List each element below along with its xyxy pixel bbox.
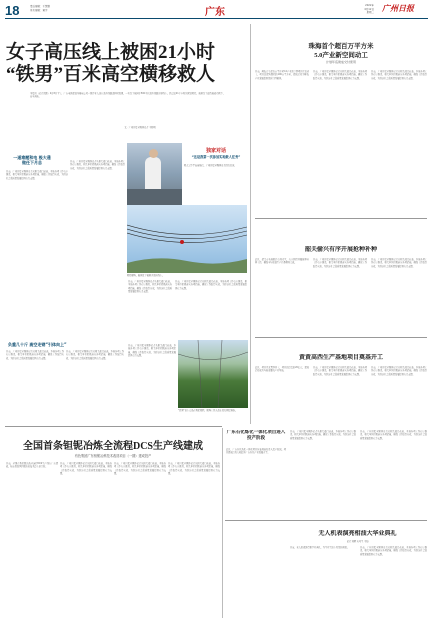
interview-column-1: 日前，广州日报全媒体记者从相关部门获悉，本地各项工作有序推进，相关单位积极落实各项措施，确保工作取得实效，为经济社会高质量发展提供有力支撑。 bbox=[128, 280, 172, 293]
shaoguan-column-2: 日前，广州日报全媒体记者从相关部门获悉，本地各项工作有序推进，相关单位积极落实各项措施，确保工作取得实效，为经济社会高质量发展提供有力支撑。 bbox=[313, 258, 367, 268]
lead-column-5: 日前，广州日报全媒体记者从相关部门获悉，本地各项工作有序推进，相关单位积极落实各项措施，确保工作取得实效，为经济社会高质量发展提供有力支撑。 bbox=[128, 344, 176, 357]
petrochem-column-3: 日前，广州日报全媒体记者从相关部门获悉，本地各项工作有序推进，相关单位积极落实各项措施，确保工作取得实效，为经济社会高质量发展提供有力支撑。 bbox=[360, 430, 427, 440]
header-rule bbox=[5, 18, 428, 19]
zhuhai-headline: 珠海首个超百万平方米 5.0产业新空间动工 计划年底建成交付使用 bbox=[308, 43, 374, 64]
drone-headline: 无人机表演亮相油大华业典礼 bbox=[318, 531, 397, 537]
newspaper-logo: 广州日报 bbox=[382, 4, 414, 13]
subhead-low: 负重几十斤 高空走钢“引体向上” bbox=[8, 342, 67, 347]
drone-column-2: 日前，广州日报全媒体记者从相关部门获悉，本地各项工作有序推进，相关单位积极落实各项措施，确保工作取得实效，为经济社会高质量发展提供有力支撑。 bbox=[360, 546, 427, 556]
subhead-left: 一道难题和电 极大通做任下月总 bbox=[13, 155, 51, 165]
zhuhai-column-1: 日前，珠海首个超百万平方米5.0产业新空间项目正式动工，项目总建筑面积约106万平方米，建成后将为珠海产业发展提供优质空间载体。 bbox=[255, 70, 309, 80]
petrochem-column-1: 近日，广东石化炼化一体化项目各装置陆续进入投产阶段，项目建成后将大幅提升广东石化产业发展水平。 bbox=[226, 448, 286, 455]
lead-column-2: 日前，广州日报全媒体记者从相关部门获悉，本地各项工作有序推进，相关单位积极落实各项措施，确保工作取得实效，为经济社会高质量发展提供有力支撑。 bbox=[70, 160, 125, 170]
page-number: 18 bbox=[5, 3, 20, 18]
lead-column-1: 日前，广州日报全媒体记者从相关部门获悉，本地各项工作有序推进，相关单位积极落实各项措施，确保工作取得实效，为经济社会高质量发展提供有力支撑。 bbox=[6, 170, 68, 180]
project-column-1: 近日，项目正式奠基开工，项目总投资约20亿元，建成后将成为当地重要的产业基地。 bbox=[255, 366, 309, 373]
dcs-headline: 全国首条钽铌冶炼全流程DCS生产线建成 有色集团广东钽铌冶炼技术改造项目（一期）建成投产 bbox=[22, 441, 203, 458]
project-column-3: 日前，广州日报全媒体记者从相关部门获悉，本地各项工作有序推进，相关单位积极落实各项措施，确保工作取得实效，为经济社会高质量发展提供有力支撑。 bbox=[371, 366, 427, 376]
column-divider-lower bbox=[222, 428, 223, 618]
petrochem-column-2: 日前，广州日报全媒体记者从相关部门获悉，本地各项工作有序推进，相关单位积极落实各项措施，确保工作取得实效，为经济社会高质量发展提供有力支撑。 bbox=[290, 430, 356, 440]
rescue-photo-line bbox=[127, 205, 247, 273]
dcs-column-2: 日前，广州日报全媒体记者从相关部门获悉，本地各项工作有序推进，相关单位积极落实各项措施，确保工作取得实效，为经济社会高质量发展提供有力支撑。 bbox=[60, 462, 112, 475]
rule-bottom bbox=[5, 426, 222, 427]
rule-right-1 bbox=[255, 218, 427, 219]
shaoguan-headline: 韶关偷兴有序开展抢种补种 bbox=[304, 247, 377, 253]
rescue-photo-forest bbox=[178, 340, 248, 408]
zhuhai-column-2: 日前，广州日报全媒体记者从相关部门获悉，本地各项工作有序推进，相关单位积极落实各项措施，确保工作取得实效，为经济社会高质量发展提供有力支撑。 bbox=[313, 70, 367, 80]
lead-headline: 女子高压线上被困21小时 “铁男”百米高空横移救人 bbox=[6, 42, 216, 85]
interview-box: 独家对话 “这是我第一次参加实地救人任务” 救人完毕平安落地后，广州日报全媒体记者进行采访。 bbox=[184, 148, 241, 167]
caption-photo-forest: “铁男”以上人员在救援期间，现场工作人员在进行救援准备。 bbox=[178, 409, 238, 412]
shaoguan-column-1: 近日，韶关市各地抓住有利天气，有序组织开展抢种补种工作，确保全年粮食生产任务顺利完成。 bbox=[255, 258, 309, 265]
dcs-column-3: 日前，广州日报全媒体记者从相关部门获悉，本地各项工作有序推进，相关单位积极落实各项措施，确保工作取得实效，为经济社会高质量发展提供有力支撑。 bbox=[114, 462, 166, 475]
issue-date: 2022年 4月12日 星期二 bbox=[364, 4, 374, 14]
editor-credits: 责任编辑：王慧勤 美术编辑：黄宇 bbox=[30, 5, 51, 12]
column-divider-lead bbox=[250, 24, 251, 424]
interview-column-2: 日前，广州日报全媒体记者从相关部门获悉，本地各项工作有序推进，相关单位积极落实各项措施，确保工作取得实效，为经济社会高质量发展提供有力支撑。 bbox=[175, 280, 247, 290]
caption-photo-line: 救援现场，被困女子被困于高压线上。 bbox=[127, 274, 165, 277]
drone-column-1: 日前，无人机表演亮相毕业典礼，为毕业生送上特别的祝福。 bbox=[290, 546, 350, 549]
power-line-icon bbox=[127, 205, 247, 273]
dcs-column-1: 日前，全国首条钽铌冶炼全流程DCS生产线在广东建成，标志着我国钽铌冶炼技术迈上新台阶。 bbox=[6, 462, 58, 469]
zhuhai-column-3: 日前，广州日报全媒体记者从相关部门获悉，本地各项工作有序推进，相关单位积极落实各项措施，确保工作取得实效，为经济社会高质量发展提供有力支撑。 bbox=[371, 70, 427, 80]
lead-byline: 文／广州日报全媒体记者 王晓明 bbox=[124, 126, 156, 129]
drone-byline: 记者 刘辉 实习生 王梅 bbox=[346, 540, 369, 543]
project-column-2: 日前，广州日报全媒体记者从相关部门获悉，本地各项工作有序推进，相关单位积极落实各项措施，确保工作取得实效，为经济社会高质量发展提供有力支撑。 bbox=[313, 366, 367, 376]
lead-column-4: 日前，广州日报全媒体记者从相关部门获悉，本地各项工作有序推进，相关单位积极落实各项措施，确保工作取得实效，为经济社会高质量发展提供有力支撑。 bbox=[66, 350, 124, 360]
petrochem-headline: 广东石化炼化一体化项目进入投产阶段 bbox=[226, 430, 286, 441]
project-headline: 黄黄高西生产基地项目奠基开工 bbox=[298, 355, 383, 361]
shaoguan-column-3: 日前，广州日报全媒体记者从相关部门获悉，本地各项工作有序推进，相关单位积极落实各项措施，确保工作取得实效，为经济社会高质量发展提供有力支撑。 bbox=[371, 258, 427, 268]
rule-right-2 bbox=[255, 337, 427, 338]
section-name: 广东 bbox=[205, 7, 225, 18]
rescue-photo-top bbox=[127, 143, 182, 205]
lead-intro: 本报讯（记者张鹏）4月8日下午，广东电网超高压输电公司一组作业人员在高压线路巡检时发现，一名女子被困于500千伏高压线路的导线上。经过近21个小时的紧急救援，被困女子最终被成功救下，安全落地。 bbox=[30, 92, 225, 99]
lead-column-3: 日前，广州日报全媒体记者从相关部门获悉，本地各项工作有序推进，相关单位积极落实各项措施，确保工作取得实效，为经济社会高质量发展提供有力支撑。 bbox=[6, 350, 64, 360]
dcs-column-4: 日前，广州日报全媒体记者从相关部门获悉，本地各项工作有序推进，相关单位积极落实各项措施，确保工作取得实效，为经济社会高质量发展提供有力支撑。 bbox=[168, 462, 220, 475]
